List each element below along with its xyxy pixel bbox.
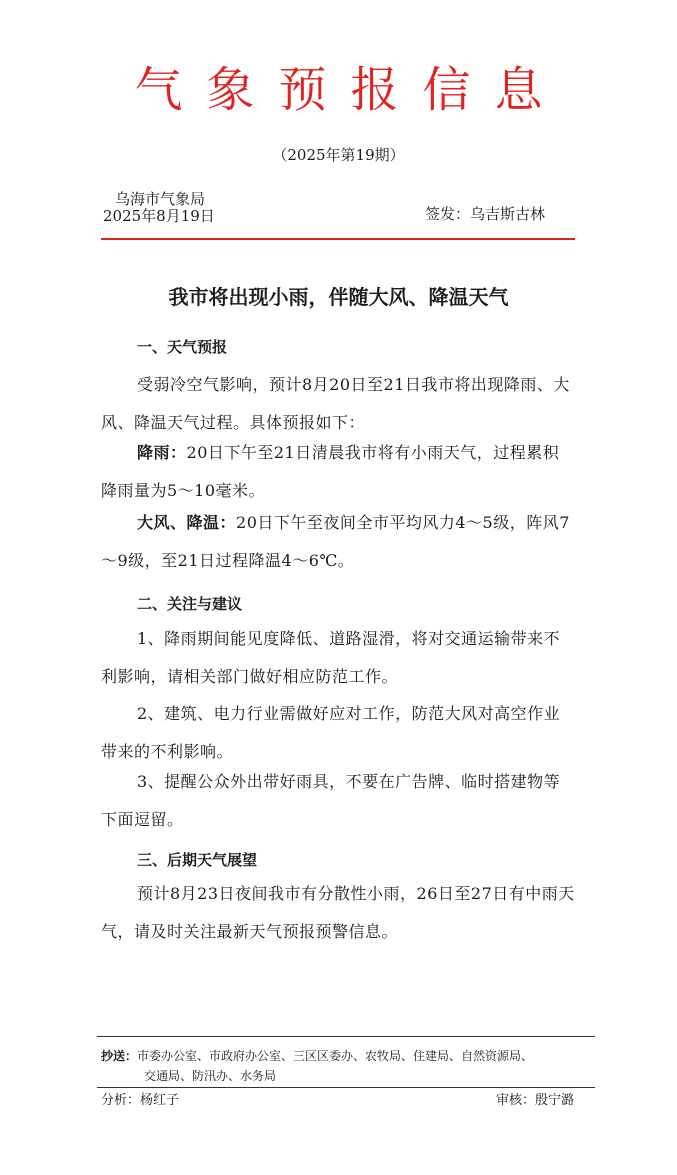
forecast-wind [101,504,575,579]
advice-item: 1、降雨期间能见度降低、道路湿滑，将对交通运输带来不利影响，请相关部门做好相应防范工作。 [101,629,561,686]
red-divider [101,238,575,240]
section-heading-advice: 二、关注与建议 [137,595,243,613]
forecast-intro: 受弱冷空气影响，预计8月20日至21日我市将出现降雨、大风、降温天气过程。具体预报如下： [101,375,570,432]
advice-item: 3、提醒公众外出带好雨具，不要在广告牌、临时搭建物等下面逗留。 [101,772,561,829]
wind-label: 大风、降温： [137,513,237,532]
footer-bottom-rule [97,1087,595,1088]
masthead-title: 气象预报信息 [134,62,567,118]
signer: 签发：乌吉斯古林 [425,205,546,223]
cc-list [101,1046,591,1086]
section-heading-forecast: 一、天气预报 [137,338,228,356]
footer-top-rule [97,1036,595,1037]
cc-line-1 [101,1046,591,1066]
issuer-name: 乌海市气象局 [115,190,206,208]
outlook-text: 预计8月23日夜间我市有分散性小雨，26日至27日有中雨天气，请及时关注最新天气预报预警信息。 [101,884,575,941]
headline: 我市将出现小雨，伴随大风、降温天气 [168,285,509,309]
rain-text: 20日下午至21日清晨我市将有小雨天气，过程累积降雨量为5～10毫米。 [101,443,560,500]
cc-line-2: 交通局、防汛办、水务局 [144,1069,277,1083]
analyst: 分析：杨红子 [101,1093,180,1108]
wind-text: 20日下午至夜间全市平均风力4～5级，阵风7～9级，至21日过程降温4～6℃。 [101,513,570,570]
issue-number: （2025年第19期） [272,146,405,164]
section-heading-outlook: 三、后期天气展望 [137,851,258,869]
cc-label: 抄送： [101,1049,138,1063]
rain-label: 降雨： [137,443,187,462]
reviewer: 审核：殷宁潞 [496,1093,575,1108]
forecast-rain [101,434,575,509]
cc-recipients-1: 市委办公室、市政府办公室、三区区委办、农牧局、住建局、自然资源局、 [137,1049,534,1063]
issue-date: 2025年8月19日 [103,207,215,225]
advice-item: 2、建筑、电力行业需做好应对工作，防范大风对高空作业带来的不利影响。 [101,704,561,761]
